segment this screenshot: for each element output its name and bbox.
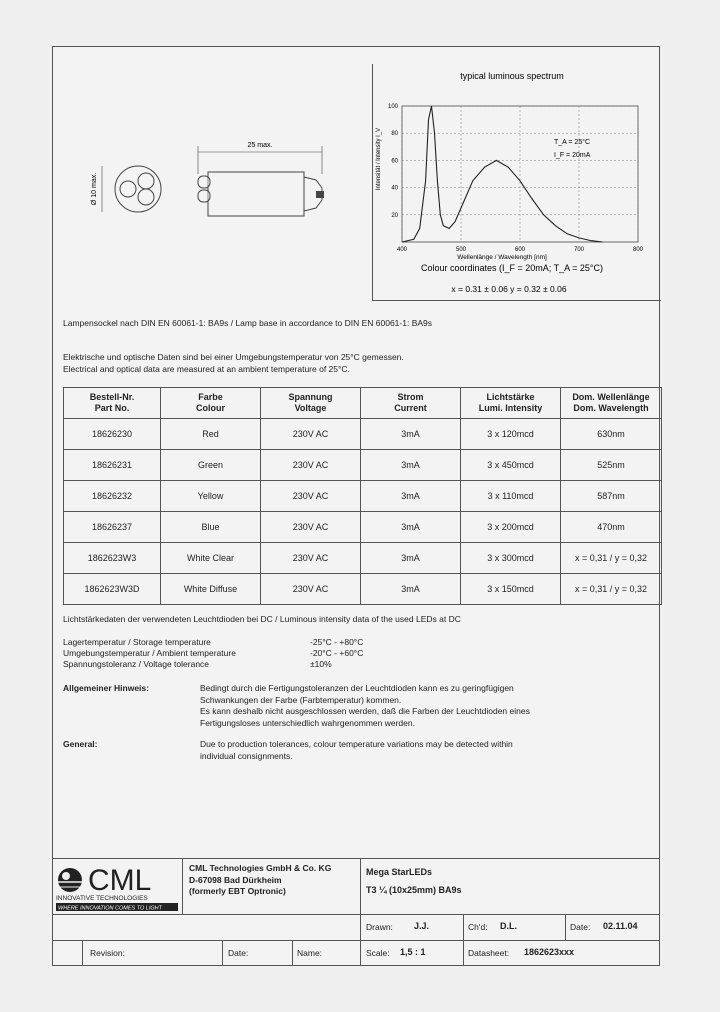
cell-part-no: 1862623W3D <box>64 574 161 605</box>
general-note-de <box>200 683 530 729</box>
company-address <box>189 863 331 898</box>
cell-voltage: 230V AC <box>261 481 361 512</box>
cell-current: 3mA <box>361 450 461 481</box>
cell-part-no: 1862623W3 <box>64 543 161 574</box>
company-city: D-67098 Bad Dürkheim <box>189 874 282 885</box>
rev-date-label: Date: <box>228 948 249 958</box>
cell-colour: White Diffuse <box>161 574 261 605</box>
lumi-note: Lichtstärkedaten der verwendeten Leuchtdioden bei DC / Luminous intensity data of the used LEDs at DC <box>63 614 461 624</box>
x-tick-label: 700 <box>573 247 585 253</box>
note-line: individual consignments. <box>200 750 293 761</box>
spectrum-ylabel: Intensität / Intensity I_V <box>376 127 382 191</box>
dim-length: 25 max. <box>247 142 273 149</box>
th-voltage: Spannung Voltage <box>261 388 361 419</box>
company-name: CML Technologies GmbH & Co. KG <box>189 863 332 873</box>
table-row <box>64 450 662 481</box>
cell-part-no: 18626230 <box>64 419 161 450</box>
temp-value-ambient: -20°C - +60°C <box>310 648 364 658</box>
scale-label: Scale: <box>366 948 390 958</box>
cell-intensity: 3 x 120mcd <box>461 419 561 450</box>
th-wavelength: Dom. Wellenlänge Dom. Wavelength <box>561 388 662 419</box>
cell-colour: Blue <box>161 512 261 543</box>
cell-colour: Yellow <box>161 481 261 512</box>
x-tick-label: 500 <box>455 247 467 253</box>
product-spec: T3 ¼ (10x25mm) BA9s <box>366 885 462 895</box>
datasheet-label: Datasheet: <box>468 948 510 958</box>
x-tick-label: 800 <box>632 247 644 253</box>
table-header-row <box>64 388 662 419</box>
legend-ta: T_A = 25°C <box>554 139 591 146</box>
general-note-de-heading: Allgemeiner Hinweis: <box>63 683 149 693</box>
table-row <box>64 481 662 512</box>
led-1 <box>120 181 136 197</box>
cell-wavelength: 587nm <box>561 481 662 512</box>
cell-current: 3mA <box>361 512 461 543</box>
drawn-value: J.J. <box>414 921 430 931</box>
cell-voltage: 230V AC <box>261 419 361 450</box>
logo-tagline: WHERE INNOVATION COMES TO LIGHT <box>58 905 163 912</box>
temp-value-storage: -25°C - +80°C <box>310 637 364 647</box>
spectrum-series-line <box>402 106 603 242</box>
led-2 <box>138 173 154 189</box>
chd-value: D.L. <box>500 921 517 931</box>
date-label: Date: <box>570 922 591 932</box>
cell-current: 3mA <box>361 543 461 574</box>
lamp-drawing <box>90 130 350 240</box>
cml-logo <box>56 860 178 912</box>
table-row <box>64 543 662 574</box>
name-label: Name: <box>297 948 323 958</box>
cell-intensity: 3 x 300mcd <box>461 543 561 574</box>
cell-part-no: 18626231 <box>64 450 161 481</box>
scale-value: 1,5 : 1 <box>400 947 426 957</box>
cell-colour: White Clear <box>161 543 261 574</box>
cell-wavelength: 470nm <box>561 512 662 543</box>
ambient-de: Elektrische und optische Daten sind bei einer Umgebungstemperatur von 25°C gemessen. <box>63 352 404 362</box>
general-note-en <box>200 739 513 762</box>
general-note-en-heading: General: <box>63 739 98 749</box>
note-line: Due to production tolerances, colour temperature variations may be detected within <box>200 739 513 749</box>
cell-intensity: 3 x 200mcd <box>461 512 561 543</box>
cell-current: 3mA <box>361 419 461 450</box>
table-row <box>64 512 662 543</box>
cell-current: 3mA <box>361 574 461 605</box>
date-value: 02.11.04 <box>603 921 638 931</box>
note-line: Fertigungsloses unterschiedlich wahrgenommen werden. <box>200 717 415 728</box>
note-line: Bedingt durch die Fertigungstoleranzen der Leuchtdioden kann es zu geringfügigen <box>200 683 514 693</box>
cell-intensity: 3 x 450mcd <box>461 450 561 481</box>
logo-sub: INNOVATIVE TECHNOLOGIES <box>56 895 148 902</box>
cell-wavelength: x = 0,31 / y = 0,32 <box>561 574 662 605</box>
cell-wavelength: x = 0,31 / y = 0,32 <box>561 543 662 574</box>
cell-current: 3mA <box>361 481 461 512</box>
sun-icon <box>58 868 82 892</box>
th-intensity: Lichtstärke Lumi. Intensity <box>461 388 561 419</box>
table-row <box>64 419 662 450</box>
ambient-en: Electrical and optical data are measured at an ambient temperature of 25°C. <box>63 364 350 374</box>
legend-if: I_F = 20mA <box>554 152 591 159</box>
spectrum-chart <box>372 64 661 301</box>
x-tick-label: 400 <box>396 247 408 253</box>
cell-colour: Red <box>161 419 261 450</box>
table-row <box>64 574 662 605</box>
cell-voltage: 230V AC <box>261 543 361 574</box>
lamp-body <box>208 172 304 216</box>
logo-text: CML <box>88 864 152 897</box>
product-table <box>63 387 662 605</box>
drawn-label: Drawn: <box>366 922 393 932</box>
cell-voltage: 230V AC <box>261 574 361 605</box>
cell-wavelength: 525nm <box>561 450 662 481</box>
temp-label-storage: Lagertemperatur / Storage temperature <box>63 637 211 647</box>
cell-colour: Green <box>161 450 261 481</box>
colour-coord-values: x = 0.31 ± 0.06 y = 0.32 ± 0.06 <box>451 284 567 294</box>
led-3 <box>138 189 154 205</box>
th-current: Strom Current <box>361 388 461 419</box>
temp-label-ambient: Umgebungstemperatur / Ambient temperature <box>63 648 236 658</box>
cell-voltage: 230V AC <box>261 450 361 481</box>
y-tick-label: 40 <box>391 185 398 192</box>
y-tick-label: 60 <box>391 158 398 165</box>
cell-wavelength: 630nm <box>561 419 662 450</box>
cell-part-no: 18626237 <box>64 512 161 543</box>
y-tick-label: 80 <box>391 131 398 138</box>
product-name: Mega StarLEDs <box>366 867 433 877</box>
note-line: Schwankungen der Farbe (Farbtemperatur) kommen. <box>200 694 402 705</box>
voltage-tol-label: Spannungstoleranz / Voltage tolerance <box>63 659 210 669</box>
cell-part-no: 18626232 <box>64 481 161 512</box>
cell-intensity: 3 x 110mcd <box>461 481 561 512</box>
x-tick-label: 600 <box>514 247 526 253</box>
base-note: Lampensockel nach DIN EN 60061-1: BA9s / Lamp base in accordance to DIN EN 60061-1: BA9s <box>63 318 433 328</box>
spectrum-title: typical luminous spectrum <box>460 71 564 81</box>
chd-label: Ch'd: <box>468 922 488 932</box>
datasheet-value: 1862623xxx <box>524 947 575 957</box>
y-tick-label: 20 <box>391 212 398 219</box>
company-former: (formerly EBT Optronic) <box>189 886 286 896</box>
cell-intensity: 3 x 150mcd <box>461 574 561 605</box>
colour-coord-label: Colour coordinates (I_F = 20mA; T_A = 25°C) <box>420 263 604 273</box>
th-colour: Farbe Colour <box>161 388 261 419</box>
spectrum-xlabel: Wellenlänge / Wavelength [nm] <box>457 254 547 261</box>
th-part-no: Bestell-Nr. Part No. <box>64 388 161 419</box>
dim-diameter: Ø 10 max. <box>91 172 98 206</box>
note-line: Es kann deshalb nicht ausgeschlossen werden, daß die Farben der Leuchtdioden eines <box>200 706 530 716</box>
y-tick-label: 100 <box>387 104 398 110</box>
revision-label: Revision: <box>90 948 125 958</box>
voltage-tol-value: ±10% <box>310 659 332 669</box>
cell-voltage: 230V AC <box>261 512 361 543</box>
